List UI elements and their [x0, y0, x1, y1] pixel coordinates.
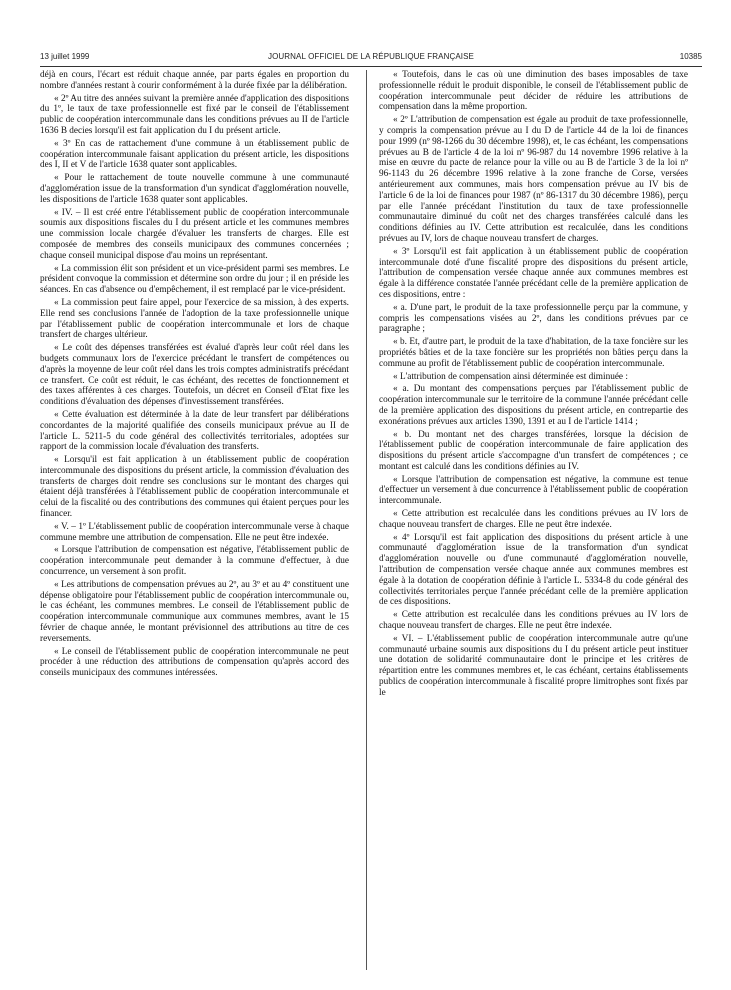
paragraph: « Pour le rattachement de toute nouvelle commune à une communauté d'agglomération issue de la transformation d'un syndicat d'agglomération nouvelle, les dispositions de l'article 1638 quater sont applicables.: [40, 173, 349, 205]
right-column: [379, 70, 688, 701]
paragraph: « La commission élit son président et un vice-président parmi ses membres. Le président convoque la commission et détermine son ordre du jour ; il en préside les séances. En cas d'absence ou d'empêchement, il est remplacé par le vice-président.: [40, 263, 349, 296]
paragraph: « Les attributions de compensation prévues au 2º, au 3º et au 4º constituent une dépense obligatoire pour l'établissement public de coopération intercommunale ou, le cas échéant, les communes membres. Le conseil de l'établissement public de coopération intercommunale communique aux communes membres, avant le 15 février de chaque année, le montant prévisionnel des attributions au titre de ces reversements.: [40, 579, 349, 644]
paragraph: « V. – 1º L'établissement public de coopération intercommunale verse à chaque commune membre une attribution de compensation. Elle ne peut être indexée.: [40, 521, 349, 543]
column-divider: [366, 70, 367, 970]
paragraph: « Cette évaluation est déterminée à la date de leur transfert par délibérations concordantes de la majorité qualifiée des conseils municipaux prévue au II de l'article L. 5211-5 du code général des collectivités territoriales, adoptées sur rapport de la commission locale d'évaluation des transferts.: [40, 409, 349, 453]
left-column: [40, 70, 349, 681]
journal-title: JOURNAL OFFICIEL DE LA RÉPUBLIQUE FRANÇAISE: [268, 52, 474, 61]
paragraph: « Le coût des dépenses transférées est évalué d'après leur coût réel dans les budgets communaux lors de l'exercice précédant le transfert de compétences ou d'après la moyenne de leur coût réel dans les trois comptes administratifs précédant ce transfert. Ce coût est réduit, le cas échéant, des recettes de fonctionnement et des taxes afférentes à ces charges. Toutefois, un décret en Conseil d'Etat fixe les conditions d'évaluation des dépenses d'investissement transférées.: [40, 343, 349, 408]
paragraph: « 2º Au titre des années suivant la première année d'application des dispositions du 1º, le taux de taxe professionnelle est fixé par le conseil de l'établissement public de coopération intercommunale dans les conditions prévues au II de l'article 1636 B decies lorsqu'il est fait application du I du présent article.: [40, 93, 349, 136]
paragraph: « b. Du montant net des charges transférées, lorsque la décision de l'établissement public de coopération intercommunale de faire application des dispositions du présent article s'accompagne d'un transfert de compétences ; ce montant est calculé dans les conditions définies au IV.: [379, 429, 688, 472]
paragraph: « Le conseil de l'établissement public de coopération intercommunale ne peut procéder à une réduction des attributions de compensation qu'après accord des conseils municipaux des communes intéressées.: [40, 646, 349, 679]
paragraph: « Cette attribution est recalculée dans les conditions prévues au IV lors de chaque nouveau transfert de charges. Elle ne peut être indexée.: [379, 610, 688, 632]
paragraph: « 2º L'attribution de compensation est égale au produit de taxe professionnelle, y compris la compensation prévue au I du D de l'article 44 de la loi de finances pour 1999 (nº 98-1266 du 30 décembre 1998), et, le cas échéant, les compensations prévues au B de l'article 4 de la loi nº 96-987 du 14 novembre 1996 relative à la mise en œuvre du pacte de relance pour la ville ou au B de l'article 3 de la loi nº 96-1143 du 26 décembre 1996 relative à la zone franche de Corse, versées antérieurement aux communes, mais hors compensation prévue au IV bis de l'article 6 de la loi de finances pour 1987 (nº 86-1317 du 30 décembre 1986), perçu par elle l'année précédant l'institution du taux de taxe professionnelle communautaire diminué du coût net des charges transférées calculé dans les conditions définies au IV. Cette attribution est recalculée, dans les conditions prévues au IV, lors de chaque nouveau transfert de charges.: [379, 115, 688, 244]
paragraph: « La commission peut faire appel, pour l'exercice de sa mission, à des experts. Elle rend ses conclusions l'année de l'adoption de la taxe professionnelle unique par l'établissement public de coopération intercommunale et lors de chaque transfert de charges ultérieur.: [40, 297, 349, 341]
paragraph: « Cette attribution est recalculée dans les conditions prévues au IV lors de chaque nouveau transfert de charges. Elle ne peut être indexée.: [379, 509, 688, 530]
paragraph: déjà en cours, l'écart est réduit chaque année, par parts égales en proportion du nombre d'années restant à courir conformément à la durée fixée par la délibération.: [40, 70, 349, 91]
paragraph: « L'attribution de compensation ainsi déterminée est diminuée :: [393, 371, 628, 382]
paragraph: « VI. – L'établissement public de coopération intercommunale autre qu'une communauté urbaine soumis aux dispositions du I du présent article peut instituer une dotation de solidarité communautaire dont le principe et les critères de répartition entre les communes membres et, le cas échéant, certains établissements publics de coopération intercommunale à fiscalité propre limitrophes sont fixés par le: [379, 633, 688, 698]
paragraph: « Lorsque l'attribution de compensation est négative, la commune est tenue d'effectuer un versement à due concurrence à l'établissement public de coopération intercommunale.: [379, 474, 688, 507]
paragraph: « IV. – Il est créé entre l'établissement public de coopération intercommunale soumis aux dispositions fiscales du I du présent article et les communes membres une commission locale chargée d'évaluer les transferts de charges. Elle est composée de membres des conseils municipaux des communes concernées ; chaque conseil municipal dispose d'au moins un représentant.: [40, 207, 349, 261]
paragraph: « 4º Lorsqu'il est fait application des dispositions du présent article à une communauté d'agglomération issue de la transformation d'un syndicat d'agglomération nouvelle ou d'une communauté d'agglomération nouvelle, l'attribution de compensation versée chaque année aux communes membres est égale à la dotation de coopération définie à l'article L. 5334-8 du code général des collectivités territoriales perçue l'année précédant celle de la première application de ces dispositions.: [379, 532, 688, 608]
header-rule: [40, 66, 702, 67]
paragraph: « 3º En cas de rattachement d'une commune à un établissement public de coopération intercommunale faisant application du présent article, les dispositions des I, II et V de l'article 1638 quater sont applicables.: [40, 138, 349, 171]
paragraph: « Lorsqu'il est fait application à un établissement public de coopération intercommunale des dispositions du présent article, la commission d'évaluation des transferts de charges doit rendre ses conclusions sur le montant des charges qui étaient déjà transférées à l'établissement public de coopération intercommunale et celui de la fiscalité ou des contributions des communes qui étaient perçues pour les financer.: [40, 455, 349, 520]
paragraph: « b. Et, d'autre part, le produit de la taxe d'habitation, de la taxe foncière sur les propriétés bâties et de la taxe foncière sur les propriétés non bâties perçu dans la commune au profit de l'établissement public de coopération intercommunale.: [379, 337, 688, 369]
paragraph: « a. Du montant des compensations perçues par l'établissement public de coopération intercommunale sur le territoire de la commune l'année précédant celle de la première application des dispositions du présent article, en contrepartie des exonérations prévues aux articles 1390, 1391 et au I de l'article 1414 ;: [379, 384, 688, 427]
paragraph: « Toutefois, dans le cas où une diminution des bases imposables de taxe professionnelle réduit le produit disponible, le conseil de l'établissement public de coopération intercommunale peut décider de réduire les attributions de compensation dans la même proportion.: [379, 70, 688, 113]
header-date: 13 juillet 1999: [40, 52, 90, 61]
paragraph: « Lorsque l'attribution de compensation est négative, l'établissement public de coopération intercommunale peut demander à la commune d'effectuer, à due concurrence, un versement à son profit.: [40, 545, 349, 578]
paragraph: « a. D'une part, le produit de la taxe professionnelle perçu par la commune, y compris les compensations visées au 2º, dans les conditions prévues par ce paragraphe ;: [379, 302, 688, 335]
page-number: 10385: [679, 52, 702, 61]
paragraph: « 3º Lorsqu'il est fait application à un établissement public de coopération intercommunale doté d'une fiscalité propre des dispositions du présent article, l'attribution de compensation versée chaque année aux communes membres est égale à la différence constatée l'année précédant celle de la première application de ces dispositions, entre :: [379, 246, 688, 300]
